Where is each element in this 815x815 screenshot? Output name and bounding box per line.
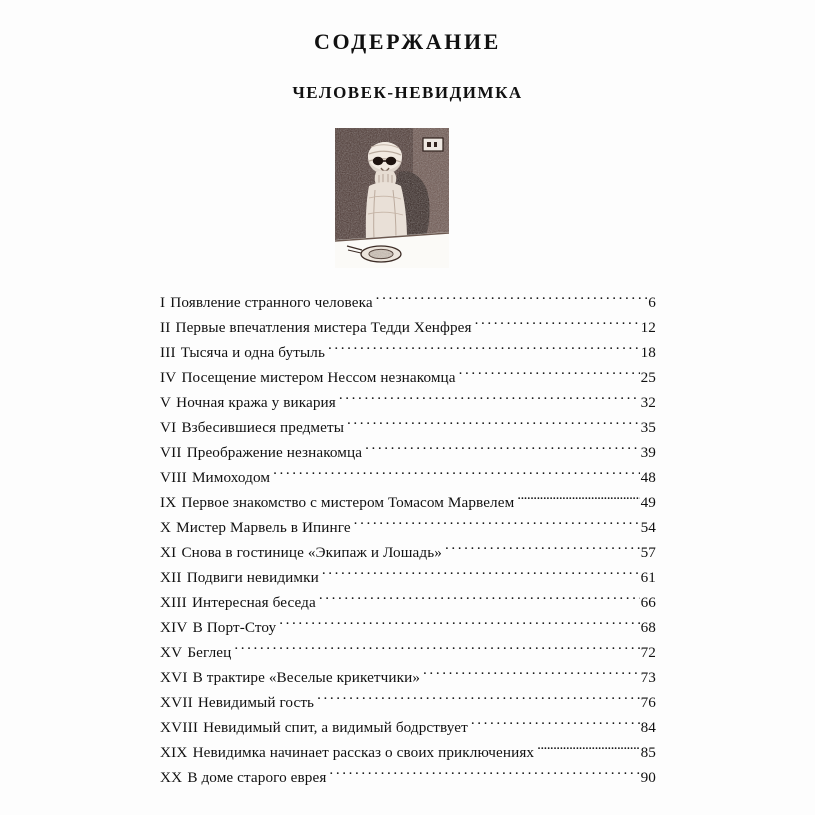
toc-chapter-number: VI <box>160 419 177 436</box>
toc-page-number: 48 <box>640 469 656 486</box>
toc-dot-leader <box>339 392 640 407</box>
toc-chapter-number: XVII <box>160 694 193 711</box>
toc-dot-leader <box>354 517 640 532</box>
toc-dot-leader <box>365 442 640 457</box>
toc-chapter-number: II <box>160 319 171 336</box>
toc-dot-leader <box>279 617 639 632</box>
toc-entry[interactable] <box>160 465 656 490</box>
toc-dot-leader <box>423 667 640 682</box>
toc-entry[interactable] <box>160 415 656 440</box>
toc-chapter-title: Невидимый спит, а видимый бодрствует <box>203 719 468 736</box>
toc-chapter-number: XIX <box>160 744 188 761</box>
toc-page-number: 90 <box>640 769 656 786</box>
toc-dot-leader <box>459 367 640 382</box>
toc-dot-leader <box>328 342 640 357</box>
toc-dot-leader <box>317 692 640 707</box>
toc-chapter-title: Первое знакомство с мистером Томасом Марвелем <box>181 494 515 511</box>
toc-dot-leader <box>319 592 640 607</box>
toc-chapter-title: Тысяча и одна бутыль <box>180 344 325 361</box>
toc-dot-leader <box>537 742 639 757</box>
toc-page-number: 57 <box>640 544 656 561</box>
toc-page-number: 76 <box>640 694 656 711</box>
toc-dot-leader <box>517 492 639 507</box>
toc-chapter-number: III <box>160 344 176 361</box>
toc-entry[interactable] <box>160 365 656 390</box>
invisible-man-at-table-illustration <box>335 128 449 268</box>
toc-page-number: 84 <box>640 719 656 736</box>
toc-chapter-number: IX <box>160 494 177 511</box>
toc-entry[interactable] <box>160 290 656 315</box>
toc-entry[interactable] <box>160 340 656 365</box>
toc-page-number: 61 <box>640 569 656 586</box>
toc-dot-leader <box>376 292 648 307</box>
toc-page-number: 32 <box>640 394 656 411</box>
toc-page-number: 68 <box>640 619 656 636</box>
toc-chapter-title: Снова в гостинице «Экипаж и Лошадь» <box>181 544 442 561</box>
toc-chapter-number: XX <box>160 769 183 786</box>
toc-entry[interactable] <box>160 590 656 615</box>
toc-entry[interactable] <box>160 765 656 790</box>
toc-chapter-number: VIII <box>160 469 187 486</box>
toc-dot-leader <box>322 567 640 582</box>
toc-chapter-title: Интересная беседа <box>191 594 316 611</box>
toc-chapter-title: Мимоходом <box>191 469 271 486</box>
toc-chapter-number: X <box>160 519 172 536</box>
toc-entry[interactable] <box>160 640 656 665</box>
toc-entry[interactable] <box>160 740 656 765</box>
toc-chapter-title: В доме старого еврея <box>187 769 327 786</box>
toc-entry[interactable] <box>160 615 656 640</box>
toc-page-number: 66 <box>640 594 656 611</box>
toc-entry[interactable] <box>160 390 656 415</box>
toc-page-number: 73 <box>640 669 656 686</box>
toc-chapter-title: Появление странного человека <box>170 294 373 311</box>
toc-dot-leader <box>347 417 640 432</box>
toc-page-number: 25 <box>640 369 656 386</box>
toc-chapter-title: Невидимка начинает рассказ о своих приключениях <box>192 744 535 761</box>
toc-chapter-title: Преображение незнакомца <box>186 444 363 461</box>
toc-chapter-title: Ночная кража у викария <box>176 394 336 411</box>
toc-entry[interactable] <box>160 440 656 465</box>
toc-chapter-number: XV <box>160 644 183 661</box>
toc-entry[interactable] <box>160 515 656 540</box>
toc-entry[interactable] <box>160 490 656 515</box>
toc-chapter-number: I <box>160 294 166 311</box>
toc-page-number: 39 <box>640 444 656 461</box>
toc-chapter-title: В трактире «Веселые крикетчики» <box>192 669 421 686</box>
toc-chapter-number: VII <box>160 444 182 461</box>
toc-chapter-title: Взбесившиеся предметы <box>181 419 345 436</box>
toc-entry[interactable] <box>160 690 656 715</box>
toc-entry[interactable] <box>160 715 656 740</box>
toc-chapter-title: Первые впечатления мистера Тедди Хенфрея <box>175 319 472 336</box>
toc-chapter-title: Невидимый гость <box>197 694 315 711</box>
toc-page-number: 12 <box>640 319 656 336</box>
toc-entry[interactable] <box>160 315 656 340</box>
toc-entry[interactable] <box>160 665 656 690</box>
toc-dot-leader <box>273 467 639 482</box>
toc-chapter-number: V <box>160 394 172 411</box>
toc-page-number: 72 <box>640 644 656 661</box>
toc-chapter-title: Подвиги невидимки <box>186 569 319 586</box>
toc-page-number: 6 <box>648 294 656 311</box>
toc-entry[interactable] <box>160 540 656 565</box>
toc-page-number: 54 <box>640 519 656 536</box>
toc-chapter-number: XII <box>160 569 182 586</box>
toc-dot-leader <box>475 317 640 332</box>
toc-chapter-title: Посещение мистером Нессом незнакомца <box>181 369 456 386</box>
toc-chapter-number: IV <box>160 369 177 386</box>
toc-chapter-number: XVIII <box>160 719 199 736</box>
toc-chapter-number: XIII <box>160 594 187 611</box>
table-of-contents <box>160 290 656 790</box>
toc-dot-leader <box>471 717 640 732</box>
toc-dot-leader <box>234 642 639 657</box>
toc-entry[interactable] <box>160 565 656 590</box>
toc-page-number: 85 <box>640 744 656 761</box>
toc-dot-leader <box>445 542 640 557</box>
toc-page-number: 18 <box>640 344 656 361</box>
toc-chapter-number: XI <box>160 544 177 561</box>
toc-page-number: 49 <box>640 494 656 511</box>
toc-dot-leader <box>329 767 639 782</box>
toc-chapter-title: Мистер Марвель в Ипинге <box>176 519 351 536</box>
toc-chapter-number: XIV <box>160 619 188 636</box>
book-subtitle: ЧЕЛОВЕК-НЕВИДИМКА <box>292 83 523 102</box>
toc-chapter-number: XVI <box>160 669 188 686</box>
toc-page-number: 35 <box>640 419 656 436</box>
toc-chapter-title: Беглец <box>187 644 232 661</box>
toc-chapter-title: В Порт-Стоу <box>192 619 277 636</box>
page-title: СОДЕРЖАНИЕ <box>314 29 501 54</box>
